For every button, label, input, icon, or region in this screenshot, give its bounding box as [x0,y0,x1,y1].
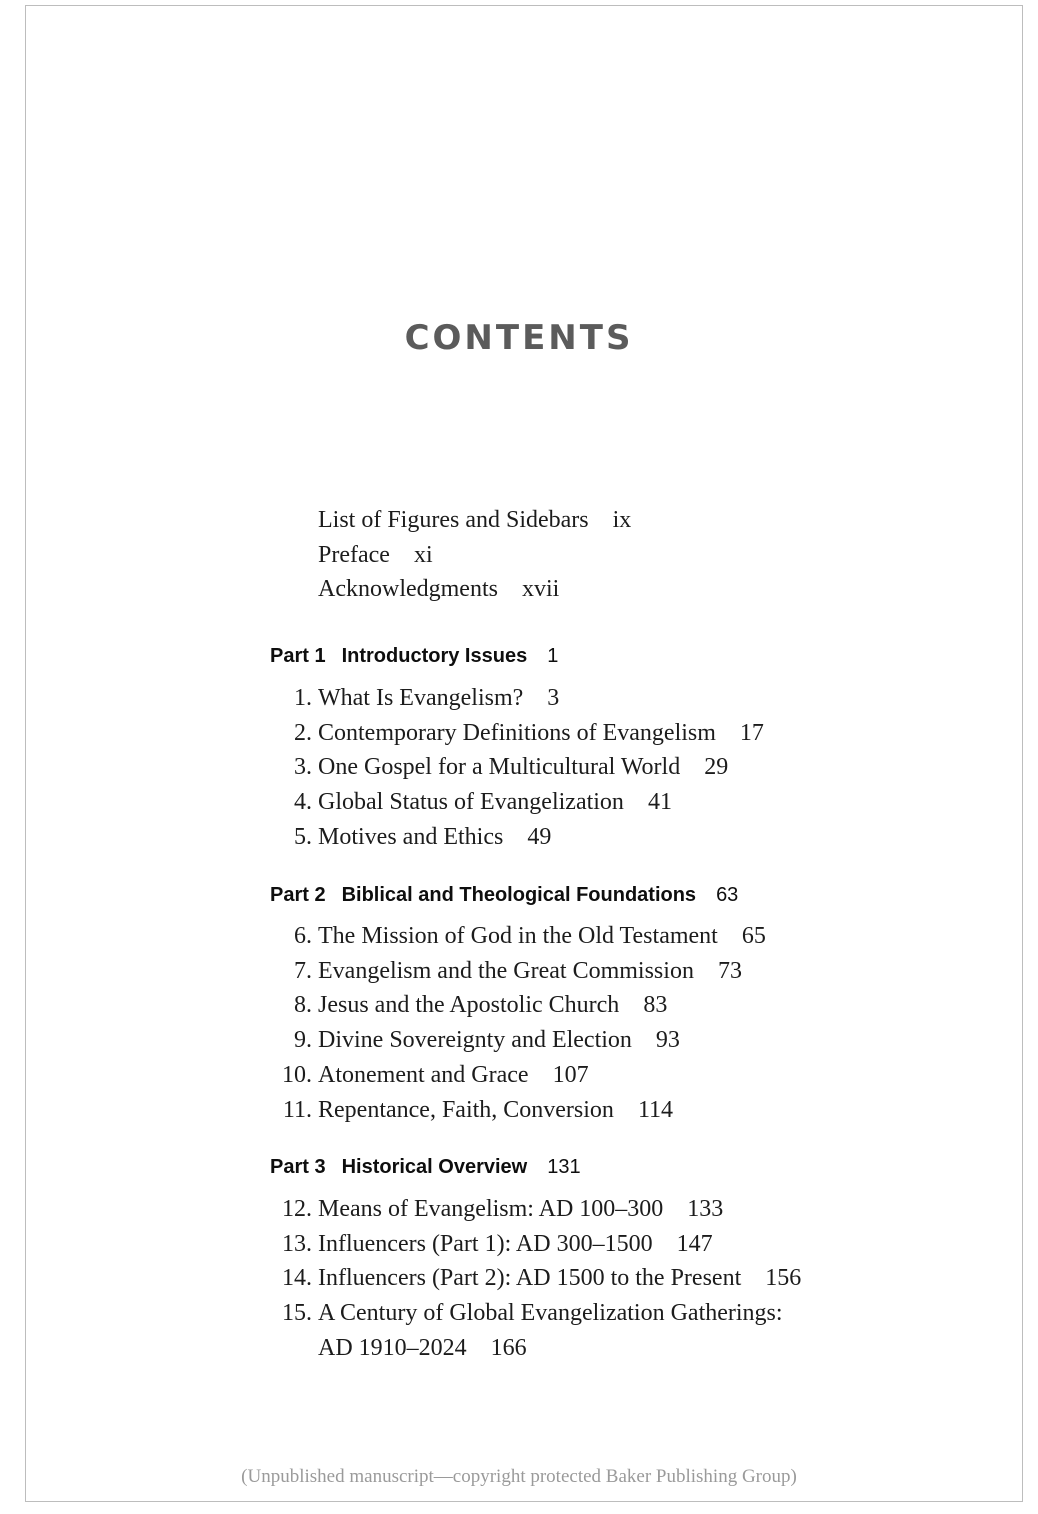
chapter-item[interactable] [262,681,862,716]
front-matter-item[interactable] [318,572,631,607]
chapter-number: 1. [294,685,312,711]
chapter-page: 166 [490,1334,527,1361]
chapter-page: 114 [637,1096,674,1123]
chapter-item[interactable] [262,820,862,855]
chapter-number: 8. [294,992,312,1019]
chapter-number: 10. [282,1061,312,1088]
chapter-title: Influencers (Part 1): AD 300–1500 [318,1230,653,1257]
chapter-title: Influencers (Part 2): AD 1500 to the Present [318,1265,742,1292]
chapter-title: Contemporary Definitions of Evangelism [318,719,716,746]
part-page: 131 [547,1156,581,1178]
front-matter-page: ix [612,507,632,533]
chapter-number: 5. [294,823,312,850]
chapter-item[interactable] [262,1261,862,1296]
part-heading[interactable] [270,1156,581,1179]
part-label: Part 2 [270,884,326,906]
front-matter-list [318,503,631,607]
part-title: Biblical and Theological Foundations [341,884,697,906]
chapter-number: 7. [294,957,312,984]
chapter-list [262,681,862,855]
chapter-title: Repentance, Faith, Conversion [318,1096,614,1123]
part-title: Introductory Issues [341,645,528,667]
chapter-page: 133 [687,1196,724,1222]
chapter-page: 147 [676,1230,713,1257]
chapter-title: Global Status of Evangelization [318,789,624,816]
chapter-page: 3 [547,685,560,711]
chapter-page: 41 [647,789,672,816]
chapter-item[interactable] [262,1192,862,1227]
chapter-page: 93 [655,1027,680,1054]
chapter-number: 6. [294,923,312,949]
chapter-number: 15. [282,1300,312,1327]
chapter-title-continued [318,1331,862,1366]
part-label: Part 3 [270,1156,326,1178]
chapter-page: 65 [741,923,766,949]
chapter-list [262,919,862,1127]
chapter-number: 11. [282,1096,312,1123]
chapter-item[interactable] [262,1227,862,1262]
chapter-number: 4. [294,789,312,816]
front-matter-item[interactable] [318,538,631,573]
chapter-title: Motives and Ethics [318,823,504,850]
chapter-title: Jesus and the Apostolic Church [318,992,620,1019]
chapter-title: The Mission of God in the Old Testament [318,923,718,949]
chapter-item[interactable] [262,716,862,751]
chapter-title: Divine Sovereignty and Election [318,1027,632,1054]
page-title: CONTENTS [404,318,634,358]
chapter-item[interactable] [262,1296,862,1365]
chapter-item[interactable] [262,988,862,1023]
chapter-item[interactable] [262,919,862,954]
chapter-page: 17 [739,719,764,746]
chapter-page: 73 [717,957,742,984]
part-heading[interactable] [270,884,738,907]
front-matter-page: xvii [521,576,560,603]
chapter-item[interactable] [262,1093,862,1128]
chapter-page: 83 [643,992,668,1019]
chapter-title: Means of Evangelism: AD 100–300 [318,1196,664,1222]
chapter-item[interactable] [262,785,862,820]
front-matter-label: Preface [318,541,390,568]
chapter-number: 13. [282,1230,312,1257]
chapter-item[interactable] [262,750,862,785]
part-label: Part 1 [270,645,326,667]
copyright-footer: (Unpublished manuscript—copyright protected Baker Publishing Group) [241,1466,797,1487]
front-matter-label: List of Figures and Sidebars [318,507,589,533]
front-matter-item[interactable] [318,503,631,538]
chapter-page: 156 [765,1265,802,1292]
chapter-page: 29 [704,754,729,781]
chapter-number: 3. [294,754,312,781]
chapter-title: One Gospel for a Multicultural World [318,754,681,781]
chapter-list [262,1192,862,1366]
chapter-item[interactable] [262,954,862,989]
chapter-title-line2: AD 1910–2024 [318,1334,467,1361]
chapter-number: 12. [282,1196,312,1222]
chapter-page: 107 [552,1061,589,1088]
chapter-title: Atonement and Grace [318,1061,529,1088]
front-matter-label: Acknowledgments [318,576,498,603]
part-page: 63 [716,884,739,906]
chapter-title: What Is Evangelism? [318,685,524,711]
chapter-page: 49 [527,823,552,850]
chapter-title: A Century of Global Evangelization Gatherings: [318,1300,783,1327]
chapter-item[interactable] [262,1023,862,1058]
part-title: Historical Overview [341,1156,528,1178]
front-matter-page: xi [413,541,433,568]
part-page: 1 [547,645,559,667]
chapter-title: Evangelism and the Great Commission [318,957,694,984]
chapter-number: 14. [282,1265,312,1292]
chapter-number: 9. [294,1027,312,1054]
part-heading[interactable] [270,645,558,668]
chapter-item[interactable] [262,1058,862,1093]
chapter-number: 2. [294,719,312,746]
